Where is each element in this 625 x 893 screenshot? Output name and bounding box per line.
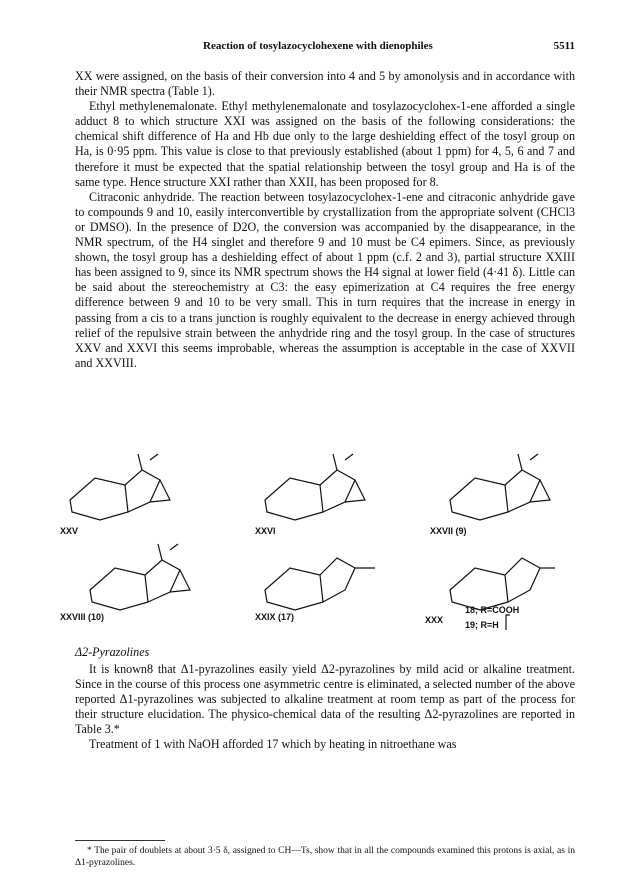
structure-xxix-drawing xyxy=(265,558,375,610)
label-xxviii: XXVIII (10) xyxy=(60,612,105,622)
structure-drawings xyxy=(50,440,590,630)
label-xxvi: XXVI xyxy=(255,526,276,536)
structure-xxvii-drawing xyxy=(450,454,550,520)
section-paragraph-2: Treatment of 1 with NaOH afforded 17 which by heating in nitroethane was xyxy=(89,737,457,752)
structure-xxv-drawing xyxy=(70,454,170,520)
section-heading: Δ2-Pyrazolines xyxy=(75,645,150,659)
paragraph-1: XX were assigned, on the basis of their conversion into 4 and 5 by amonolysis and in accordance with their NMR spectra (Table 1). xyxy=(75,69,575,99)
footnote-rule xyxy=(75,840,165,841)
label-xxvii: XXVII (9) xyxy=(430,526,467,536)
label-xxix: XXIX (17) xyxy=(255,612,295,622)
footnote: * The pair of doublets at about 3·5 δ, assigned to CH—Ts, show that in all the compounds examined this protons is axial, as in Δ1-pyrazolines. xyxy=(75,846,575,868)
paragraph-3: Citraconic anhydride. The reaction between tosylazocyclohex-1-ene and citraconic anhydride gave to compounds 9 and 10, easily interconvertible by crystallization from the appropriate solvent (CHCl3 or DMSO). In the presence of D2O, the conversion was accompanied by the disappearance, in the NMR spectrum, of the H4 singlet and therefore 9 and 10 must be C4 epimers. Since, as previously shown, the tosyl group has a deshielding effect of about 1 ppm (c.f. 2 and 3), partial structure XXIII has been assigned to 9, since its NMR spectrum shows the H4 signal at lower field (4·41 δ). Little can be said about the stereochemistry at C3: the easy epimerization at C4 requires the free energy difference between 9 and 10 to be very small. This in turn requires that the increase in energy in passing from a cis to a trans junction is roughly equivalent to the decrease in energy achieved through relief of the repulsive strain between the anhydride ring and the tosyl group. In the case of structures XXV and XXVI this seems improbable, whereas the assumption is acceptable in the case of XXVII and XXVIII. xyxy=(75,189,575,370)
label-xxx-19: 19; R=H xyxy=(465,620,499,630)
section-body xyxy=(75,662,575,753)
label-xxx: XXX xyxy=(425,615,444,625)
structure-xxvi-drawing xyxy=(265,454,365,520)
section-paragraph-1: It is known8 that Δ1-pyrazolines easily yield Δ2-pyrazolines by mild acid or alkaline treatment. Since in the course of this process one asymmetric centre is eliminated, a selected number of the above reported Δ1-pyrazolines was subjected to alkaline treatment at room temp as part of the process for their structure elucidation. The physico-chemical data of the resulting Δ2-pyrazolines are reported in Table 3.* xyxy=(75,662,575,737)
label-xxv: XXV xyxy=(60,526,79,536)
structure-xxviii-drawing xyxy=(90,544,190,610)
paragraph-2: Ethyl methylenemalonate. Ethyl methylenemalonate and tosylazocyclohex-1-ene afforded a single adduct 8 to which structure XXI was assigned on the basis of the following considerations: the chemical shift difference of Ha and Hb due only to the large deshielding effect of the tosyl group on Ha, is 0·95 ppm. This value is close to that previously established (about 1 ppm) for 4, 5, 6 and 7 and therefore it must be expected that the spatial relationship between the tosyl group and Ha is of the same type. Hence structure XXI rather than XXII, has been proposed for 8. xyxy=(75,99,575,189)
page-number: 5511 xyxy=(553,40,575,52)
label-xxx-18: 18; R=COOH xyxy=(465,605,520,615)
running-title: Reaction of tosylazocyclohexene with dienophiles xyxy=(203,40,433,52)
body-text xyxy=(75,69,575,371)
structure-figure xyxy=(50,440,590,630)
